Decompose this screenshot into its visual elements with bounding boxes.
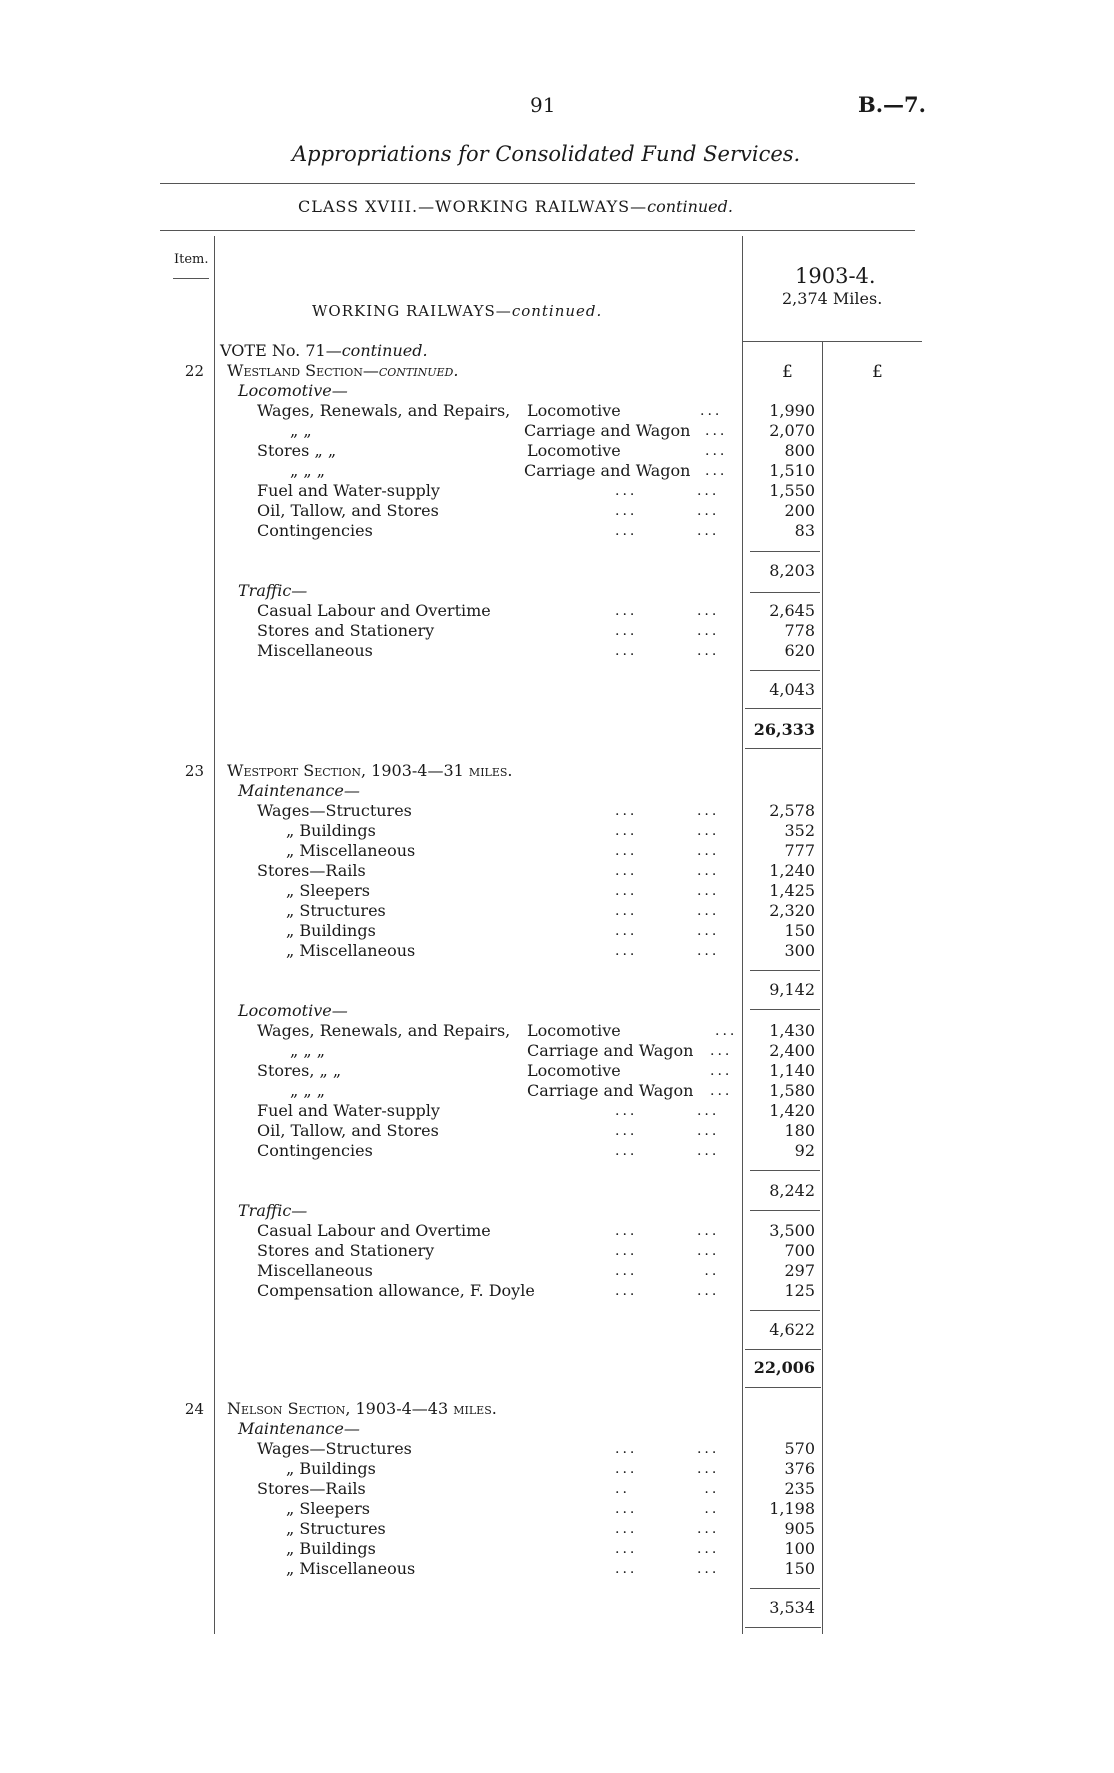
amount: 778: [784, 621, 815, 640]
line-label: „ Buildings: [286, 1539, 376, 1558]
amount: 800: [784, 441, 815, 460]
amount: 2,070: [769, 421, 815, 440]
line-col2: Locomotive: [527, 401, 621, 420]
line-col2: Carriage and Wagon: [524, 421, 691, 440]
line-col1: „ „ „: [290, 1041, 326, 1060]
leader-dots: ... ...: [615, 603, 720, 619]
amount: 100: [784, 1539, 815, 1558]
leader-dots: ... ...: [615, 823, 720, 839]
amount: 200: [784, 501, 815, 520]
line-col2: Locomotive: [527, 1021, 621, 1040]
line-col1: Fuel and Water-supply: [257, 481, 440, 500]
amount: 150: [784, 921, 815, 940]
line-col1: „ „ „: [290, 1081, 326, 1100]
leader-dots: ...: [705, 423, 728, 439]
leader-dots: ... ...: [615, 903, 720, 919]
line-label: „ Miscellaneous: [286, 1559, 416, 1578]
section-total: 22,006: [753, 1358, 815, 1377]
leader-dots: ... ...: [615, 1103, 720, 1119]
amount: 150: [784, 1559, 815, 1578]
line-label: Casual Labour and Overtime: [257, 1221, 491, 1240]
total-rule: [745, 1387, 821, 1388]
amount: 1,420: [769, 1101, 815, 1120]
line-col1: Contingencies: [257, 521, 373, 540]
subtotal-rule: [750, 592, 820, 593]
subtotal-locomotive: 8,242: [769, 1181, 815, 1200]
amount: 620: [784, 641, 815, 660]
item-number: 22: [184, 362, 204, 380]
leader-dots: ...: [705, 463, 728, 479]
total-rule: [745, 708, 821, 709]
amount-column-rule-left: [742, 236, 743, 1634]
subtotal-rule: [750, 1170, 820, 1171]
amount: 777: [784, 841, 815, 860]
leader-dots: ... ...: [615, 1541, 720, 1557]
section-name: Westport Section, 1903-4—31 miles.: [227, 761, 513, 780]
line-col2: Locomotive: [527, 441, 621, 460]
line-label: „ Buildings: [286, 821, 376, 840]
line-col1: Fuel and Water-supply: [257, 1101, 440, 1120]
miles-heading: 2,374 Miles.: [782, 289, 883, 308]
amount: 1,140: [769, 1061, 815, 1080]
line-label: „ Miscellaneous: [286, 941, 416, 960]
leader-dots: ... ...: [615, 1461, 720, 1477]
section-name: Nelson Section, 1903-4—43 miles.: [227, 1399, 497, 1418]
leader-dots: ... ...: [615, 1123, 720, 1139]
amount: 180: [784, 1121, 815, 1140]
line-col1: Wages, Renewals, and Repairs,: [257, 1021, 511, 1040]
subheading-maintenance: Maintenance—: [238, 1419, 360, 1438]
leader-dots: ... ...: [615, 803, 720, 819]
subheading-traffic: Traffic—: [238, 581, 308, 600]
year-heading: 1903-4.: [795, 264, 876, 288]
title-rule: [160, 183, 915, 184]
item-column-label: Item.: [174, 252, 209, 267]
item-number: 23: [184, 762, 204, 780]
document-reference: B.—7.: [858, 92, 926, 117]
leader-dots: ... ...: [615, 643, 720, 659]
line-col1: Oil, Tallow, and Stores: [257, 501, 439, 520]
subtotal-rule: [750, 1588, 820, 1589]
amount: 376: [784, 1459, 815, 1478]
amount: 3,500: [769, 1221, 815, 1240]
leader-dots: ... ...: [615, 483, 720, 499]
leader-dots: ... ...: [615, 883, 720, 899]
subtotal-maintenance: 3,534: [769, 1598, 815, 1617]
amount: 83: [794, 521, 815, 540]
subtotal-rule: [750, 670, 820, 671]
vote-heading: [220, 341, 428, 361]
leader-dots: ... ...: [615, 863, 720, 879]
page-title: Appropriations for Consolidated Fund Services.: [292, 142, 801, 166]
line-label: Miscellaneous: [257, 641, 373, 660]
line-label: „ Buildings: [286, 921, 376, 940]
line-col1: Contingencies: [257, 1141, 373, 1160]
subtotal-rule: [750, 970, 820, 971]
leader-dots: ... ...: [615, 623, 720, 639]
vote-cont: continued.: [341, 341, 428, 360]
amount: 92: [794, 1141, 815, 1160]
class-rule: [160, 230, 915, 231]
amount: 2,645: [769, 601, 815, 620]
subtotal-rule: [750, 1310, 820, 1311]
leader-dots: ... ...: [615, 1441, 720, 1457]
line-col1: „ „ „: [290, 461, 326, 480]
vote-label: VOTE No. 71—: [220, 341, 342, 360]
line-label: Casual Labour and Overtime: [257, 601, 491, 620]
amount-column-rule-mid: [822, 342, 823, 1634]
column-title-cont: continued.: [511, 302, 603, 320]
total-rule: [745, 1627, 821, 1628]
leader-dots: ...: [710, 1063, 733, 1079]
leader-dots: ... ..: [615, 1263, 720, 1279]
line-label: „ Structures: [286, 1519, 386, 1538]
subheading-locomotive: Locomotive—: [238, 1001, 348, 1020]
line-col1: Oil, Tallow, and Stores: [257, 1121, 439, 1140]
item-underline: [173, 278, 209, 279]
amount: 1,580: [769, 1081, 815, 1100]
subtotal-rule: [750, 551, 820, 552]
leader-dots: ...: [715, 1023, 738, 1039]
year-underline: [742, 341, 922, 342]
leader-dots: ... ..: [615, 1501, 720, 1517]
amount: 1,425: [769, 881, 815, 900]
leader-dots: ... ...: [615, 1243, 720, 1259]
leader-dots: .. ..: [615, 1481, 720, 1497]
section-total: 26,333: [753, 720, 815, 739]
line-label: Compensation allowance, F. Doyle: [257, 1281, 535, 1300]
class-title: [298, 197, 733, 216]
amount: 297: [784, 1261, 815, 1280]
amount: 1,198: [769, 1499, 815, 1518]
line-label: „ Buildings: [286, 1459, 376, 1478]
leader-dots: ... ...: [615, 523, 720, 539]
section-name: Westland Section—: [227, 361, 379, 380]
line-col2: Carriage and Wagon: [524, 461, 691, 480]
leader-dots: ... ...: [615, 1143, 720, 1159]
line-col1: Stores, „ „: [257, 1061, 342, 1080]
total-rule: [745, 748, 821, 749]
amount: 352: [784, 821, 815, 840]
amount: 1,240: [769, 861, 815, 880]
leader-dots: ...: [700, 403, 723, 419]
amount: 300: [784, 941, 815, 960]
subtotal-maintenance: 9,142: [769, 980, 815, 999]
amount: 2,578: [769, 801, 815, 820]
item-number: 24: [184, 1400, 204, 1418]
line-col1: Stores „ „: [257, 441, 337, 460]
amount: 1,430: [769, 1021, 815, 1040]
line-label: Wages—Structures: [257, 1439, 412, 1458]
column-title: [312, 302, 602, 320]
line-col2: Locomotive: [527, 1061, 621, 1080]
leader-dots: ... ...: [615, 843, 720, 859]
subtotal-locomotive: 8,203: [769, 561, 815, 580]
pound-sign-left: £: [782, 362, 793, 382]
line-col1: Wages, Renewals, and Repairs,: [257, 401, 511, 420]
page-number: 91: [530, 93, 556, 117]
line-label: Stores and Stationery: [257, 621, 435, 640]
line-col1: „ „: [290, 421, 312, 440]
leader-dots: ... ...: [615, 1561, 720, 1577]
class-title-cont: continued.: [647, 197, 733, 216]
line-label: „ Miscellaneous: [286, 841, 416, 860]
item-column-rule: [214, 236, 215, 1634]
class-title-text: CLASS XVIII.—WORKING RAILWAYS—: [298, 197, 648, 216]
line-label: Stores and Stationery: [257, 1241, 435, 1260]
line-label: Stores—Rails: [257, 1479, 366, 1498]
line-label: „ Sleepers: [286, 1499, 370, 1518]
line-label: „ Structures: [286, 901, 386, 920]
line-label: Stores—Rails: [257, 861, 366, 880]
total-rule: [745, 1349, 821, 1350]
line-label: Miscellaneous: [257, 1261, 373, 1280]
amount: 2,320: [769, 901, 815, 920]
amount: 905: [784, 1519, 815, 1538]
leader-dots: ...: [710, 1043, 733, 1059]
line-label: „ Sleepers: [286, 881, 370, 900]
leader-dots: ... ...: [615, 1521, 720, 1537]
subtotal-rule: [750, 1210, 820, 1211]
subtotal-rule: [750, 1009, 820, 1010]
amount: 2,400: [769, 1041, 815, 1060]
amount: 570: [784, 1439, 815, 1458]
amount: 235: [784, 1479, 815, 1498]
amount: 125: [784, 1281, 815, 1300]
leader-dots: ...: [710, 1083, 733, 1099]
line-col2: Carriage and Wagon: [527, 1041, 694, 1060]
subheading-maintenance: Maintenance—: [238, 781, 360, 800]
subtotal-traffic: 4,622: [769, 1320, 815, 1339]
line-col2: Carriage and Wagon: [527, 1081, 694, 1100]
leader-dots: ... ...: [615, 1283, 720, 1299]
amount: 1,550: [769, 481, 815, 500]
subtotal-traffic: 4,043: [769, 680, 815, 699]
amount: 1,990: [769, 401, 815, 420]
subheading-locomotive: Locomotive—: [238, 381, 348, 400]
section-heading: [227, 361, 458, 381]
amount: 1,510: [769, 461, 815, 480]
leader-dots: ... ...: [615, 943, 720, 959]
pound-sign-right: £: [872, 362, 883, 382]
line-label: Wages—Structures: [257, 801, 412, 820]
amount: 700: [784, 1241, 815, 1260]
leader-dots: ... ...: [615, 503, 720, 519]
leader-dots: ... ...: [615, 1223, 720, 1239]
leader-dots: ...: [705, 443, 728, 459]
subheading-traffic: Traffic—: [238, 1201, 308, 1220]
column-title-text: WORKING RAILWAYS—: [312, 302, 512, 320]
leader-dots: ... ...: [615, 923, 720, 939]
section-cont: continued.: [378, 361, 459, 380]
